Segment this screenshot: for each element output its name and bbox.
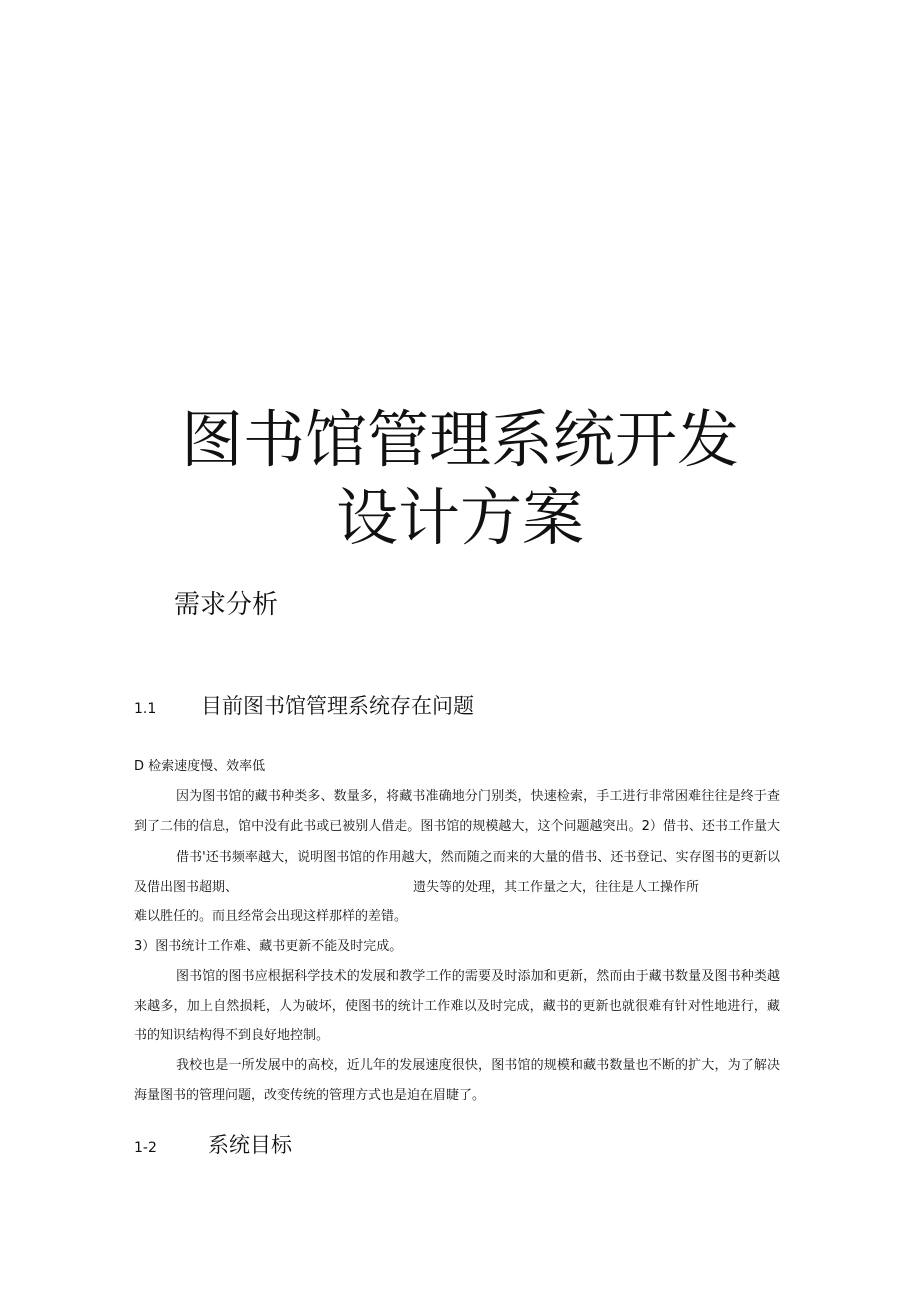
paragraph-line: 来越多，加上自然损耗，人为破坏，使图书的统计工作难以及时完成，藏书的更新也就很难有针对性地进行，藏: [134, 999, 780, 1014]
chapter-heading: 需求分析: [174, 590, 279, 620]
paragraph-line: 及借出图书超期、: [134, 880, 239, 895]
paragraph-line: 到了二伟的信息，馆中没有此书或已被别人借走。图书馆的规模越大，这个问题越突出。2）借书、还书工作量大: [134, 819, 780, 834]
paragraph-line: 海量图书的管理问题，改变传统的管理方式也是迫在眉睫了。: [134, 1088, 486, 1103]
paragraph-line: 借书'还书频率越大，说明图书馆的作用越大，然而随之而来的大量的借书、还书登记、实存图书的更新以: [176, 850, 780, 865]
section-number-1-1: 1.1: [134, 701, 157, 717]
paragraph-line: 遗失等的处理，其工作量之大，往往是人工操作所: [413, 880, 700, 895]
document-title-line-2: 设计方案: [335, 481, 584, 554]
section-number-1-2: 1-2: [134, 1140, 157, 1156]
section-title-1-1: 目前图书馆管理系统存在问题: [201, 694, 474, 718]
paragraph-line: 书的知识结构得不到良好地控制。: [134, 1028, 330, 1043]
paragraph-line: 图书馆的图书应根据科学技术的发展和教学工作的需要及时添加和更新，然而由于藏书数量及图书种类越: [176, 969, 780, 984]
paragraph-heading-1: D 检索速度慢、效率低: [134, 759, 266, 774]
document-title-line-1: 图书馆管理系统开发: [180, 403, 739, 476]
paragraph-heading-3: 3）图书统计工作难、藏书更新不能及时完成。: [134, 939, 403, 954]
paragraph-line: 我校也是一所发展中的高校，近儿年的发展速度很快，图书馆的规模和藏书数量也不断的扩大，为了解决: [176, 1058, 780, 1073]
section-title-1-2: 系统目标: [208, 1133, 292, 1157]
paragraph-line: 因为图书馆的藏书种类多、数量多，将藏书准确地分门别类，快速检索，手工进行非常困难往往是终于查: [176, 789, 780, 804]
paragraph-line: 难以胜任的。而且经常会出现这样那样的差错。: [134, 909, 408, 924]
